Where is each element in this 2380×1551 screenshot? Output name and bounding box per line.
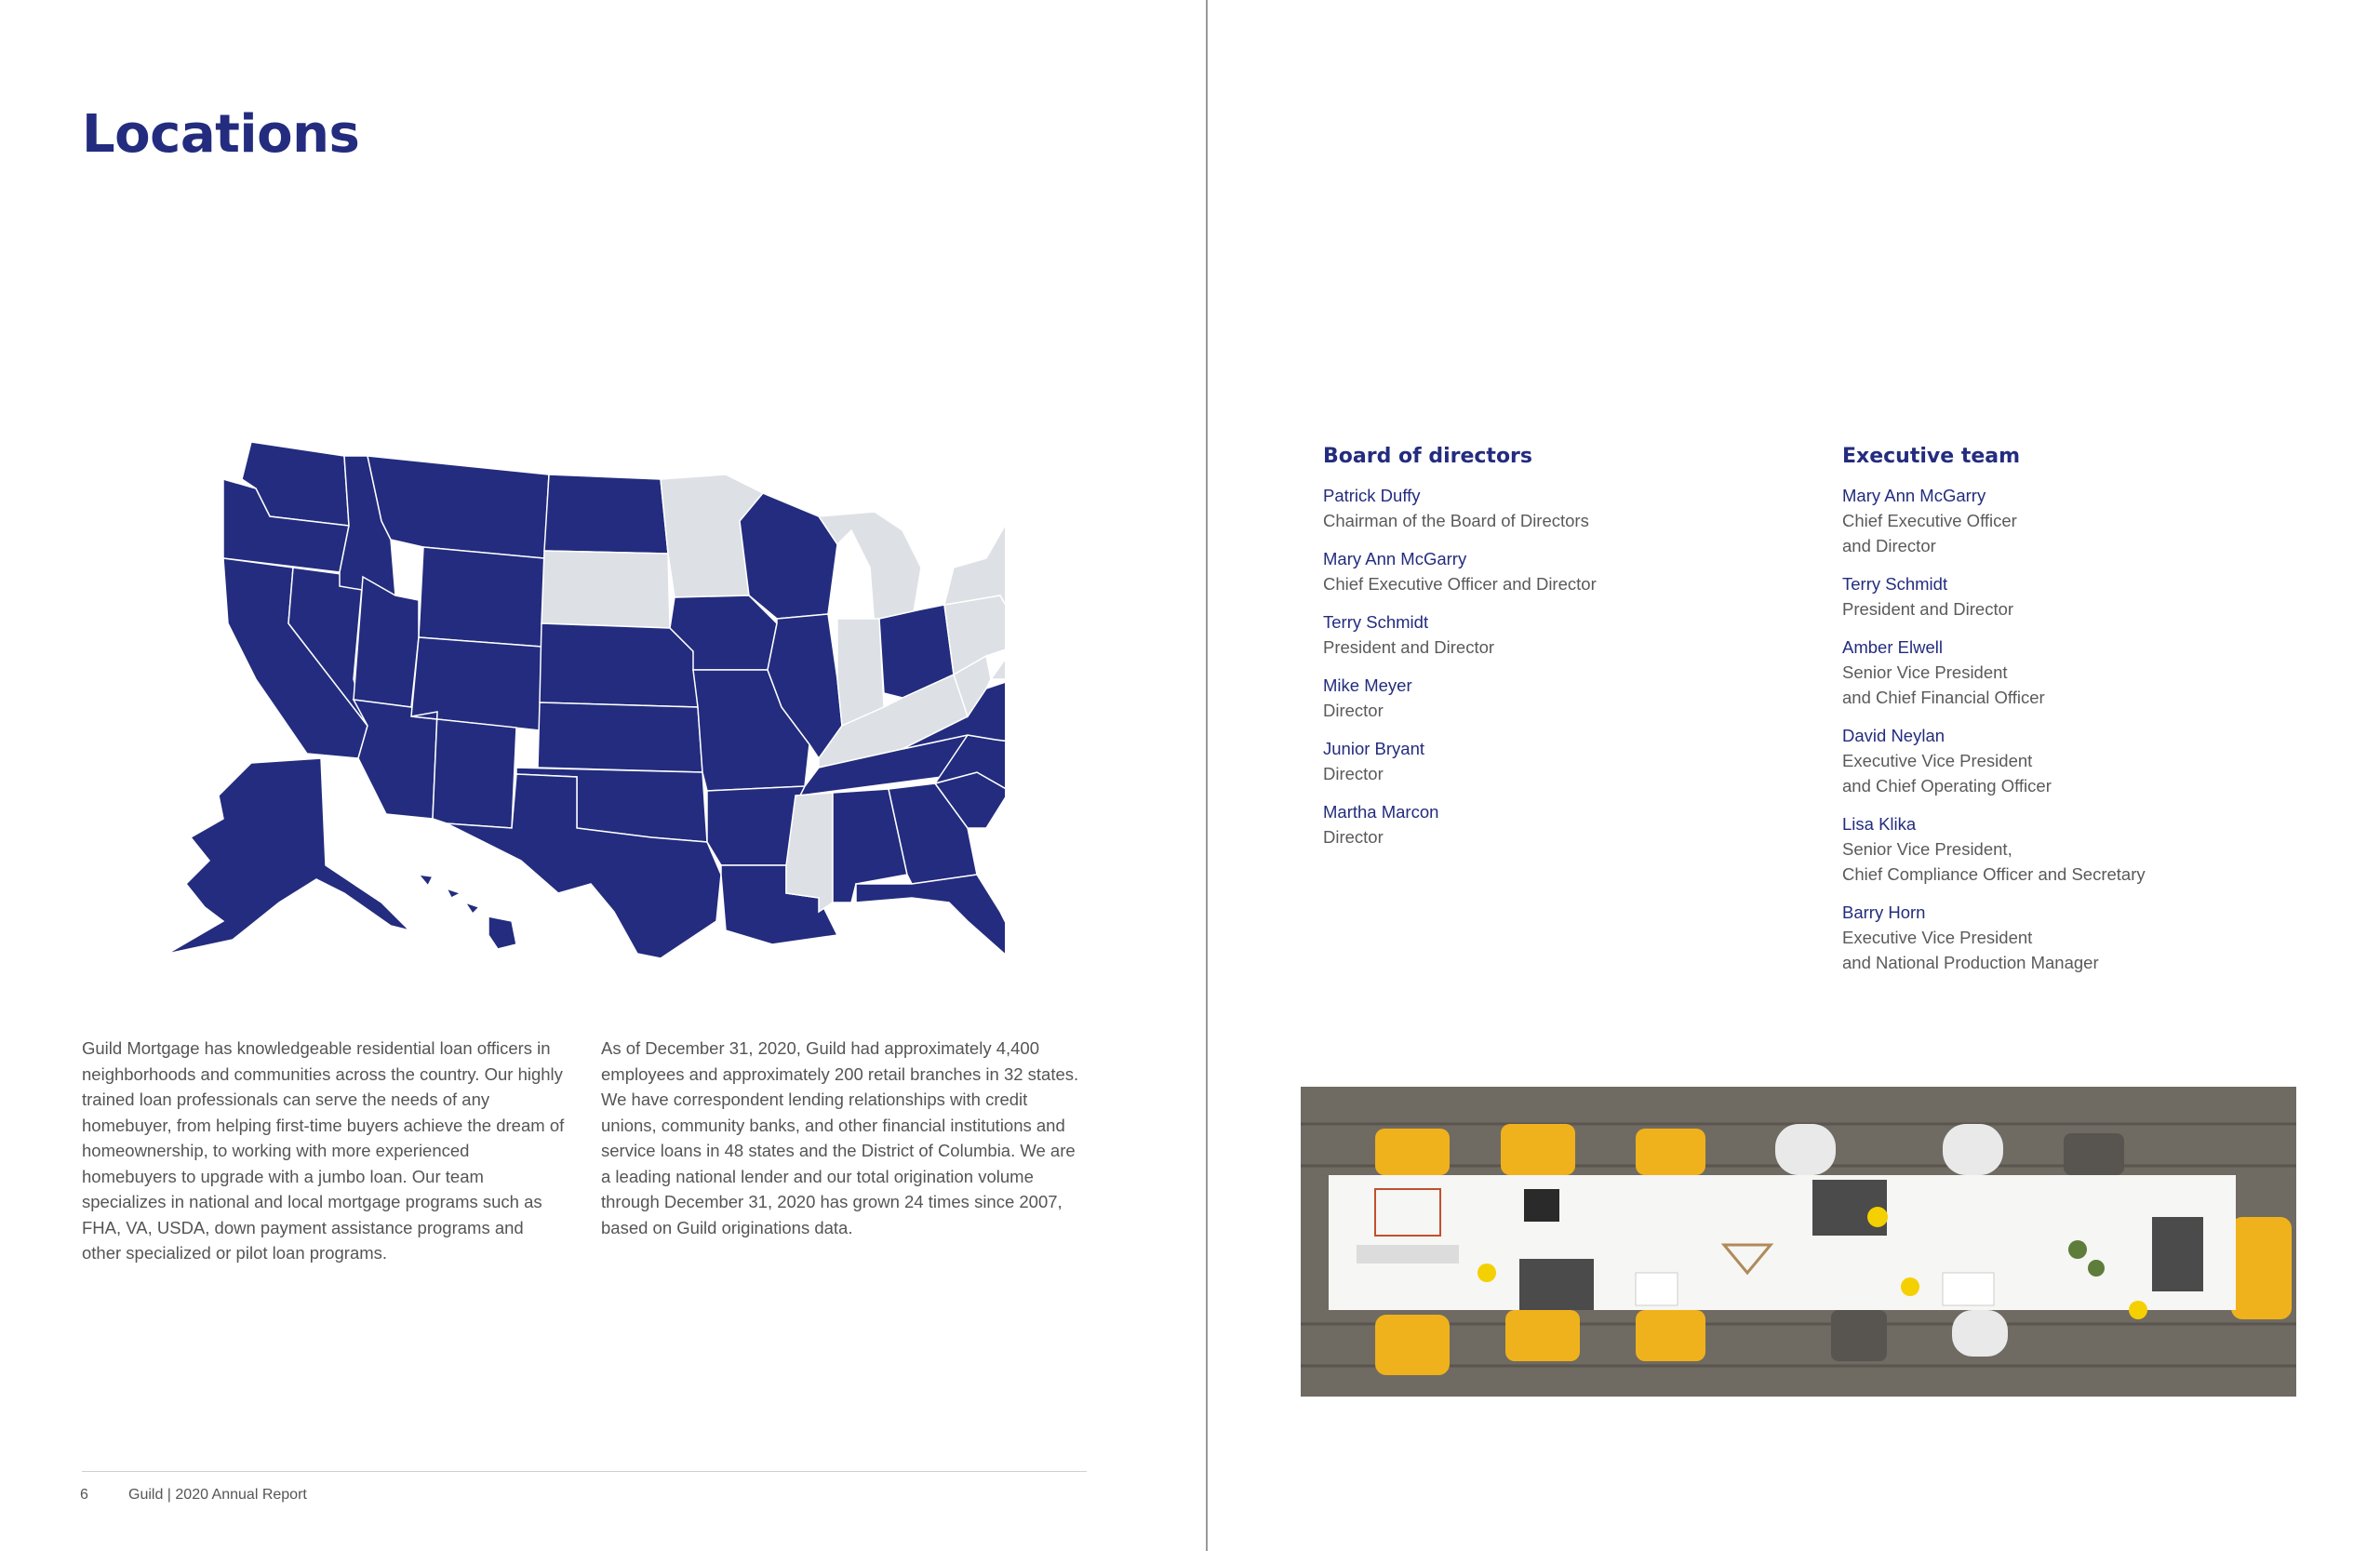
executive-member [1842,483,2326,558]
yellow-chair [1375,1129,1450,1175]
executive-member [1842,571,2326,622]
paragraph-text: As of December 31, 2020, Guild had approximately 4,400 employees and approximately 200 retail branches in 32 states. We have correspondent lending relationships with credit unions, community banks, and other financial institutions and service loans in 48 states and the District of Columbia. We are a leading national lender and our total origination volume through December 31, 2020 has grown 24 times since 2007, based on Guild originations data. [601,1038,1079,1237]
us-locations-map [167,437,1005,958]
paragraph-text: Guild Mortgage has knowledgeable residential loan officers in neighborhoods and communities across the country. Our highly trained loan professionals can serve the needs of any homebuyer, from helping first-time buyers achieve the dream of homeownership, to working with more experienced homebuyers to upgrade with a jumbo loan. Our team specializes in national and local mortgage programs such as FHA, VA, USDA, down payment assistance programs and other specialized or pilot loan programs. [82,1038,565,1263]
grey-chair [2064,1133,2124,1175]
laptop [1519,1259,1594,1310]
yellow-cup [1867,1207,1888,1227]
locations-paragraph-2 [601,1036,1085,1240]
member-role: Senior Vice President, Chief Compliance Officer and Secretary [1842,839,2146,884]
laptop [2152,1217,2203,1291]
state-hawaii [419,875,516,949]
yellow-chair [1505,1310,1580,1361]
yellow-cup [1477,1264,1496,1282]
board-member [1323,673,1807,723]
locations-paragraph-1 [82,1036,566,1266]
member-role: Director [1323,701,1384,720]
board-member [1323,546,1807,596]
board-heading: Board of directors [1323,445,1533,468]
member-name: David Neylan [1842,726,1945,745]
page-title: Locations [82,104,360,165]
state-pennsylvania [944,595,1005,675]
executive-member [1842,723,2326,798]
state-north-dakota [544,475,668,554]
member-name: Barry Horn [1842,903,1926,922]
state-mississippi [786,793,833,912]
executive-member [1842,900,2326,975]
executive-heading: Executive team [1842,445,2021,468]
yellow-chair [1636,1310,1705,1361]
member-name: Patrick Duffy [1323,486,1421,505]
board-member [1323,483,1807,533]
member-name: Junior Bryant [1323,739,1424,758]
conference-table [1329,1175,2236,1310]
yellow-cup [2129,1301,2147,1319]
yellow-cup [1901,1277,1919,1296]
page-number: 6 [80,1487,88,1503]
board-of-directors [1323,445,1807,862]
plant [2088,1260,2105,1277]
member-name: Mike Meyer [1323,675,1412,695]
member-role: Director [1323,827,1384,847]
member-role: Director [1323,764,1384,783]
grey-chair [1831,1310,1887,1361]
member-name: Terry Schmidt [1323,612,1429,632]
member-role: Chairman of the Board of Directors [1323,511,1589,530]
member-name: Terry Schmidt [1842,574,1948,594]
paper [1636,1273,1678,1305]
state-wyoming [419,547,544,647]
white-chair [1775,1124,1836,1175]
state-montana [368,456,549,558]
office-table-photo [1301,1087,2296,1397]
yellow-chair [1636,1129,1705,1175]
executive-member [1842,811,2326,887]
member-role: President and Director [1842,599,2014,619]
tablet-black [1524,1189,1559,1222]
yellow-chair [1501,1124,1575,1175]
member-role: Chief Executive Officer and Director [1842,511,2017,555]
executive-team [1842,445,2326,988]
state-florida [856,875,1005,958]
member-role: Executive Vice President and National Production Manager [1842,928,2099,972]
paper [1943,1273,1994,1305]
white-chair [1943,1124,2003,1175]
member-name: Lisa Klika [1842,814,1917,834]
state-south-dakota [542,551,670,628]
yellow-chair-end [2231,1217,2292,1319]
executive-member [1842,635,2326,710]
member-role: President and Director [1323,637,1495,657]
yellow-chair [1375,1315,1450,1375]
member-name: Martha Marcon [1323,802,1439,822]
footer-divider [82,1471,1087,1472]
member-name: Mary Ann McGarry [1842,486,1986,505]
member-role: Chief Executive Officer and Director [1323,574,1597,594]
state-wisconsin [740,493,837,619]
member-role: Senior Vice President and Chief Financial Officer [1842,662,2045,707]
keyboard [1357,1245,1459,1264]
board-member [1323,609,1807,660]
member-name: Mary Ann McGarry [1323,549,1467,568]
footer-report-title: Guild | 2020 Annual Report [128,1487,307,1503]
plant [2068,1240,2087,1259]
board-member [1323,736,1807,786]
board-member [1323,799,1807,849]
state-kansas [538,702,702,772]
member-role: Executive Vice President and Chief Operating Officer [1842,751,2052,796]
state-nebraska [540,623,698,707]
white-chair [1952,1310,2008,1357]
state-utah [354,577,419,707]
member-name: Amber Elwell [1842,637,1943,657]
